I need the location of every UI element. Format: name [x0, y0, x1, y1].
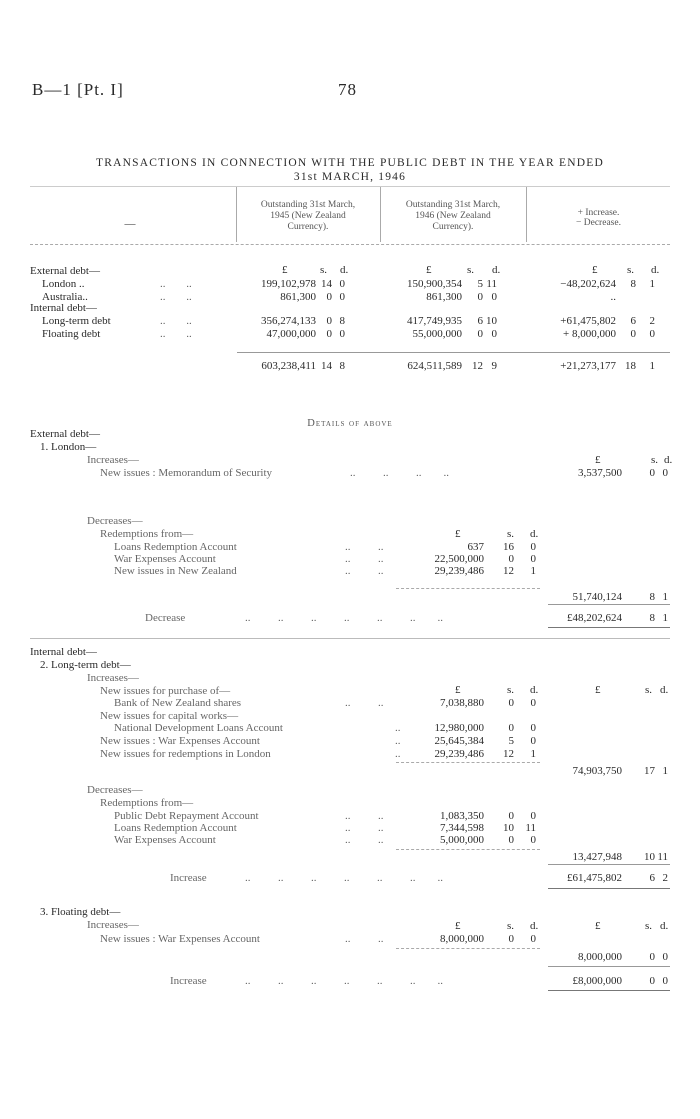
summary-change-pence: 0	[649, 328, 655, 340]
document-title-date: 31st MARCH, 1946	[293, 171, 407, 183]
long-term-row-amount-pence: 0	[530, 722, 536, 734]
summary-total-rule	[237, 352, 670, 353]
summary-1945-pence: 0	[339, 328, 345, 340]
column-header-1946-line1: Outstanding 31st March,	[405, 200, 501, 210]
redemption-amount-shillings: 16	[503, 541, 514, 553]
column-header-decrease: − Decrease.	[576, 218, 621, 228]
summary-row-label: Australia..	[42, 291, 88, 303]
redemption-amount-pence: 11	[525, 822, 536, 834]
floating-increase-amount-pounds: £8,000,000	[572, 975, 622, 987]
redemption-label: Public Debt Repayment Account	[114, 810, 259, 822]
redemption-amount-pounds: 22,500,000	[434, 553, 484, 565]
currency-d: d.	[664, 454, 673, 466]
redemption-amount-shillings: 0	[508, 834, 514, 846]
long-term-row-amount-pounds: 12,980,000	[434, 722, 484, 734]
summary-1945-pounds: 199,102,978	[261, 278, 316, 290]
long-term-row-label: New issues : War Expenses Account	[100, 735, 260, 747]
details-london: 1. London—	[40, 441, 97, 453]
memo-amount-pence: 0	[662, 467, 668, 479]
floating-row-amount-pence: 0	[530, 933, 536, 945]
currency-d: d.	[530, 920, 539, 932]
leader-dots: .. ..	[160, 291, 192, 303]
currency-s: s.	[507, 528, 515, 540]
total-rule	[548, 888, 670, 889]
summary-1946-pounds: 150,900,354	[407, 278, 462, 290]
leader-dots: .. ..	[345, 933, 384, 945]
redemption-amount-pounds: 29,239,486	[434, 565, 484, 577]
summary-change-pence: 2	[649, 315, 655, 327]
redemption-total-pence: 1	[662, 591, 668, 603]
long-term-row-amount-shillings: 0	[508, 722, 514, 734]
column-header-1945-line2: 1945 (New Zealand	[270, 211, 346, 221]
summary-change-pounds: + 8,000,000	[563, 328, 616, 340]
currency-s: s.	[645, 920, 653, 932]
total-rule	[548, 627, 670, 628]
section-external-debt: External debt—	[30, 265, 100, 277]
currency-pound: £	[595, 684, 601, 696]
summary-1945-shillings: 14	[321, 278, 332, 290]
subtotal-rule	[396, 948, 540, 949]
summary-1945-pence: 0	[339, 278, 345, 290]
floating-increase-amount-shillings: 0	[649, 975, 655, 987]
summary-1945-shillings: 0	[326, 315, 332, 327]
long-term-increases: Increases—	[87, 672, 139, 684]
summary-1946-shillings: 5	[477, 278, 483, 290]
summary-1945-shillings: 0	[326, 291, 332, 303]
summary-1946-pence: 0	[491, 291, 497, 303]
redemption-amount-pounds: 1,083,350	[440, 810, 484, 822]
long-term-purchase: New issues for purchase of—	[100, 685, 231, 697]
summary-1946-pounds: 417,749,935	[407, 315, 462, 327]
redemption-total-pounds: 13,427,948	[572, 851, 622, 863]
redemption-amount-pounds: 5,000,000	[440, 834, 484, 846]
long-term-increase-total-pence: 1	[662, 765, 668, 777]
currency-d: d.	[660, 684, 669, 696]
long-term-row-amount-shillings: 0	[508, 697, 514, 709]
currency-s: s.	[467, 264, 475, 276]
summary-change-pounds: ..	[610, 291, 616, 303]
summary-total-1945-shillings: 14	[321, 360, 332, 372]
long-term-redemptions-from: Redemptions from—	[100, 797, 194, 809]
leader-dots: .. ..	[160, 315, 192, 327]
floating-new-issues: New issues : War Expenses Account	[100, 933, 260, 945]
floating-total-amount-shillings: 0	[649, 951, 655, 963]
leader-dots: .. ..	[345, 565, 384, 577]
summary-1946-pounds: 55,000,000	[412, 328, 462, 340]
leader-dots: .. ..	[345, 822, 384, 834]
floating-total-amount-pence: 0	[662, 951, 668, 963]
long-term-row-label: Bank of New Zealand shares	[114, 697, 242, 709]
summary-1946-shillings: 0	[477, 291, 483, 303]
long-term-increase-label: Increase	[170, 872, 207, 884]
column-header-1945-line1: Outstanding 31st March,	[260, 200, 356, 210]
currency-pound: £	[282, 264, 288, 276]
increase-amount-pence: 2	[662, 872, 668, 884]
header-top-rule	[30, 186, 670, 187]
floating-increase-label: Increase	[170, 975, 207, 987]
page-number: 78	[338, 80, 357, 99]
page-reference: B—1 [Pt. I]	[32, 80, 124, 99]
details-floating: 3. Floating debt—	[40, 906, 121, 918]
floating-row-amount-pounds: 8,000,000	[440, 933, 484, 945]
redemption-amount-pence: 0	[530, 541, 536, 553]
summary-1946-shillings: 0	[477, 328, 483, 340]
london-new-issues-memo: New issues : Memorandum of Security	[100, 467, 272, 479]
decrease-amount-shillings: 8	[649, 612, 655, 624]
details-internal-debt: Internal debt—	[30, 646, 97, 658]
redemption-label: New issues in New Zealand	[114, 565, 237, 577]
long-term-row-amount-pounds: 29,239,486	[434, 748, 484, 760]
summary-1946-pence: 0	[491, 328, 497, 340]
redemption-total-shillings: 10	[644, 851, 655, 863]
redemption-total-shillings: 8	[649, 591, 655, 603]
long-term-row-label: National Development Loans Account	[114, 722, 283, 734]
currency-pound: £	[595, 454, 601, 466]
leader-dots: ..	[395, 722, 401, 734]
currency-pound: £	[455, 920, 461, 932]
leader-dots: .. .. .. .. .. .. ..	[245, 612, 443, 624]
currency-d: d.	[492, 264, 501, 276]
summary-total-1946-pounds: 624,511,589	[407, 360, 462, 372]
long-term-row-amount-pounds: 7,038,880	[440, 697, 484, 709]
long-term-row-amount-shillings: 12	[503, 748, 514, 760]
subtotal-rule	[396, 849, 540, 850]
floating-total-amount-pounds: 8,000,000	[578, 951, 622, 963]
header-bottom-rule	[30, 244, 670, 245]
long-term-row-amount-pence: 0	[530, 735, 536, 747]
subtotal-rule	[396, 588, 540, 589]
summary-total-change-pounds: +21,273,177	[560, 360, 616, 372]
currency-d: d.	[651, 264, 660, 276]
column-header-increase: + Increase.	[577, 208, 620, 218]
currency-s: s.	[507, 920, 515, 932]
subtotal-rule	[396, 762, 540, 763]
decrease-amount-pounds: £48,202,624	[567, 612, 622, 624]
london-increases: Increases—	[87, 454, 139, 466]
summary-change-pounds: −48,202,624	[560, 278, 616, 290]
summary-row-label: Floating debt	[42, 328, 101, 340]
currency-pound: £	[595, 920, 601, 932]
redemption-amount-pence: 1	[530, 565, 536, 577]
memo-amount-shillings: 0	[649, 467, 655, 479]
summary-change-shillings: 0	[630, 328, 636, 340]
subtotal-rule	[548, 604, 670, 605]
column-header-1945-line3: Currency).	[287, 222, 329, 232]
summary-1945-pounds: 861,300	[280, 291, 316, 303]
redemption-total-pence: 11	[657, 851, 668, 863]
currency-s: s.	[627, 264, 635, 276]
summary-1945-pounds: 47,000,000	[266, 328, 316, 340]
column-header-1946-line2: 1946 (New Zealand	[415, 211, 491, 221]
redemption-label: Loans Redemption Account	[114, 822, 237, 834]
summary-total-change-shillings: 18	[625, 360, 636, 372]
redemption-amount-shillings: 0	[508, 810, 514, 822]
currency-pound: £	[455, 528, 461, 540]
summary-change-pence: 1	[649, 278, 655, 290]
summary-1945-shillings: 0	[326, 328, 332, 340]
currency-d: d.	[340, 264, 349, 276]
decrease-amount-pence: 1	[662, 612, 668, 624]
subtotal-rule	[548, 864, 670, 865]
currency-d: d.	[530, 528, 539, 540]
redemption-amount-shillings: 12	[503, 565, 514, 577]
summary-1946-pence: 10	[486, 315, 497, 327]
redemption-label: Loans Redemption Account	[114, 541, 237, 553]
leader-dots: .. .. .. .. .. .. ..	[245, 872, 443, 884]
long-term-row-amount-pence: 0	[530, 697, 536, 709]
long-term-row-amount-pence: 1	[530, 748, 536, 760]
leader-dots: ..	[395, 748, 401, 760]
details-external-debt: External debt—	[30, 428, 100, 440]
london-decreases: Decreases—	[87, 515, 143, 527]
document-title: TRANSACTIONS IN CONNECTION WITH THE PUBLIC DEBT IN THE YEAR ENDED	[96, 157, 604, 169]
total-rule	[548, 990, 670, 991]
long-term-increase-total-shillings: 17	[644, 765, 655, 777]
currency-s: s.	[651, 454, 659, 466]
floating-row-amount-shillings: 0	[508, 933, 514, 945]
redemption-total-pounds: 51,740,124	[572, 591, 622, 603]
summary-1945-pence: 8	[339, 315, 345, 327]
increase-amount-shillings: 6	[649, 872, 655, 884]
column-header-1946-line3: Currency).	[432, 222, 474, 232]
column-header-description: —	[124, 218, 136, 230]
redemption-amount-shillings: 10	[503, 822, 514, 834]
long-term-row-amount-pounds: 25,645,384	[434, 735, 484, 747]
leader-dots: .. ..	[160, 278, 192, 290]
details-heading: Details of above	[307, 418, 393, 429]
leader-dots: .. ..	[160, 328, 192, 340]
summary-row-label: London ..	[42, 278, 85, 290]
currency-pound: £	[426, 264, 432, 276]
increase-amount-pounds: £61,475,802	[567, 872, 622, 884]
redemption-amount-pence: 0	[530, 810, 536, 822]
currency-pound: £	[592, 264, 598, 276]
redemption-amount-shillings: 0	[508, 553, 514, 565]
redemption-label: War Expenses Account	[114, 834, 216, 846]
summary-total-1946-pence: 9	[491, 360, 497, 372]
summary-total-change-pence: 1	[649, 360, 655, 372]
subtotal-rule	[548, 966, 670, 967]
redemption-amount-pence: 0	[530, 553, 536, 565]
floating-increases: Increases—	[87, 919, 139, 931]
summary-1945-pounds: 356,274,133	[261, 315, 316, 327]
currency-s: s.	[320, 264, 328, 276]
london-redemptions-from: Redemptions from—	[100, 528, 194, 540]
floating-increase-amount-pence: 0	[662, 975, 668, 987]
summary-total-1945-pounds: 603,238,411	[261, 360, 316, 372]
leader-dots: .. ..	[345, 541, 384, 553]
memo-amount-pounds: 3,537,500	[578, 467, 622, 479]
currency-s: s.	[507, 684, 515, 696]
redemption-amount-pounds: 7,344,598	[440, 822, 484, 834]
leader-dots: .. ..	[345, 697, 384, 709]
leader-dots: .. ..	[345, 810, 384, 822]
summary-change-shillings: 6	[630, 315, 636, 327]
summary-1946-shillings: 6	[477, 315, 483, 327]
leader-dots: .. ..	[345, 834, 384, 846]
summary-row-label: Long-term debt	[42, 315, 111, 327]
long-term-decreases: Decreases—	[87, 784, 143, 796]
summary-1946-pence: 11	[486, 278, 497, 290]
leader-dots: .. .. .. .. .. .. ..	[245, 975, 443, 987]
redemption-amount-pence: 0	[530, 834, 536, 846]
leader-dots: ..	[395, 735, 401, 747]
summary-change-pounds: +61,475,802	[560, 315, 616, 327]
details-long-term: 2. Long-term debt—	[40, 659, 131, 671]
currency-d: d.	[530, 684, 539, 696]
summary-1946-pounds: 861,300	[426, 291, 462, 303]
long-term-row-label: New issues for capital works—	[100, 710, 239, 722]
summary-1945-pence: 0	[339, 291, 345, 303]
redemption-label: War Expenses Account	[114, 553, 216, 565]
summary-total-1946-shillings: 12	[472, 360, 483, 372]
section-internal-debt: Internal debt—	[30, 302, 97, 314]
redemption-amount-pounds: 637	[467, 541, 484, 553]
long-term-increase-total-pounds: 74,903,750	[572, 765, 622, 777]
section-divider	[30, 638, 670, 639]
currency-s: s.	[645, 684, 653, 696]
london-decrease-label: Decrease	[145, 612, 186, 624]
long-term-row-amount-shillings: 5	[508, 735, 514, 747]
currency-d: d.	[660, 920, 669, 932]
leader-dots: .. ..	[345, 553, 384, 565]
currency-pound: £	[455, 684, 461, 696]
summary-total-1945-pence: 8	[339, 360, 345, 372]
summary-change-shillings: 8	[630, 278, 636, 290]
long-term-row-label: New issues for redemptions in London	[100, 748, 271, 760]
leader-dots: .. .. .. ..	[350, 467, 449, 479]
